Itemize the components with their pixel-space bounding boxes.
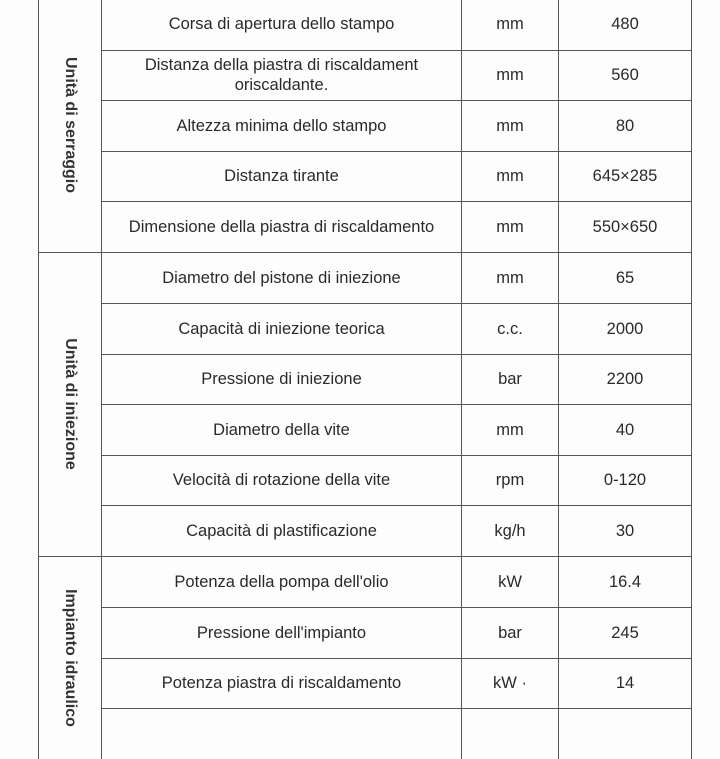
parameter-name: Dimensione della piastra di riscaldamento	[102, 202, 462, 252]
table-row	[102, 404, 691, 455]
table-row	[102, 455, 691, 506]
parameter-name: Velocità di rotazione della vite	[102, 456, 462, 506]
unit-cell: kg/h	[462, 506, 559, 556]
value-cell: 645×285	[592, 167, 658, 186]
parameter-name: Potenza piastra di riscaldamento	[102, 659, 462, 709]
unit-cell: bar	[462, 355, 559, 405]
unit-cell	[462, 709, 559, 759]
table-row	[102, 607, 691, 658]
parameter-name: Capacità di plastificazione	[102, 506, 462, 556]
table-row	[102, 253, 691, 304]
group-section	[39, 252, 691, 556]
value-cell: 14	[615, 674, 635, 693]
group-rows	[102, 253, 691, 556]
group-section	[39, 0, 691, 252]
parameter-name: Corsa di apertura dello stampo	[102, 0, 462, 50]
unit-cell: mm	[462, 152, 559, 202]
value-cell: 2000	[606, 319, 644, 338]
parameter-name: Distanza della piastra di riscaldamentoriscaldante.	[102, 51, 462, 101]
group-label-cell	[39, 557, 102, 759]
value-cell: 550×650	[592, 217, 658, 236]
table-row	[102, 50, 691, 101]
group-label-cell	[39, 0, 102, 252]
group-label: Impianto idraulico	[62, 588, 79, 727]
value-cell: 245	[611, 623, 639, 642]
group-label-cell	[39, 253, 102, 556]
parameter-name: Altezza minima dello stampo	[102, 101, 462, 151]
table-row	[102, 505, 691, 556]
parameter-name: Pressione dell'impianto	[102, 608, 462, 658]
table-row	[102, 151, 691, 202]
table-row	[102, 658, 691, 709]
value-cell	[559, 709, 691, 759]
parameter-name: Potenza della pompa dell'olio	[102, 557, 462, 608]
value-cell: 2200	[606, 370, 644, 389]
group-label: Unità di iniezione	[62, 338, 79, 470]
value-cell: 65	[615, 268, 635, 287]
unit-cell: bar	[462, 608, 559, 658]
group-section	[39, 556, 691, 759]
table-row	[102, 557, 691, 608]
unit-cell: mm	[462, 0, 559, 50]
table-row	[102, 0, 691, 50]
parameter-name: Diametro della vite	[102, 405, 462, 455]
table-row	[102, 708, 691, 759]
unit-cell: c.c.	[462, 304, 559, 354]
unit-cell: mm	[462, 101, 559, 151]
group-rows	[102, 0, 691, 252]
group-label: Unità di serraggio	[62, 57, 79, 194]
value-cell: 560	[611, 66, 639, 85]
group-rows	[102, 557, 691, 759]
table-row	[102, 201, 691, 252]
parameter-name	[102, 709, 462, 759]
unit-cell: mm	[462, 51, 559, 101]
parameter-name: Pressione di iniezione	[102, 355, 462, 405]
value-cell: 40	[615, 420, 635, 439]
value-cell: 30	[615, 521, 635, 540]
parameter-name: Capacità di iniezione teorica	[102, 304, 462, 354]
table-row	[102, 354, 691, 405]
value-cell: 480	[611, 15, 639, 34]
unit-cell: mm	[462, 253, 559, 304]
unit-cell: mm	[462, 405, 559, 455]
spec-table	[38, 0, 692, 759]
unit-cell: mm	[462, 202, 559, 252]
unit-cell: kW	[462, 557, 559, 608]
parameter-name: Distanza tirante	[102, 152, 462, 202]
table-row	[102, 100, 691, 151]
unit-cell: rpm	[462, 456, 559, 506]
value-cell: 80	[615, 116, 635, 135]
value-cell: 16.4	[608, 572, 642, 591]
value-cell: 0-120	[603, 471, 647, 490]
table-row	[102, 303, 691, 354]
unit-cell: kW ·	[462, 659, 559, 709]
parameter-name: Diametro del pistone di iniezione	[102, 253, 462, 304]
